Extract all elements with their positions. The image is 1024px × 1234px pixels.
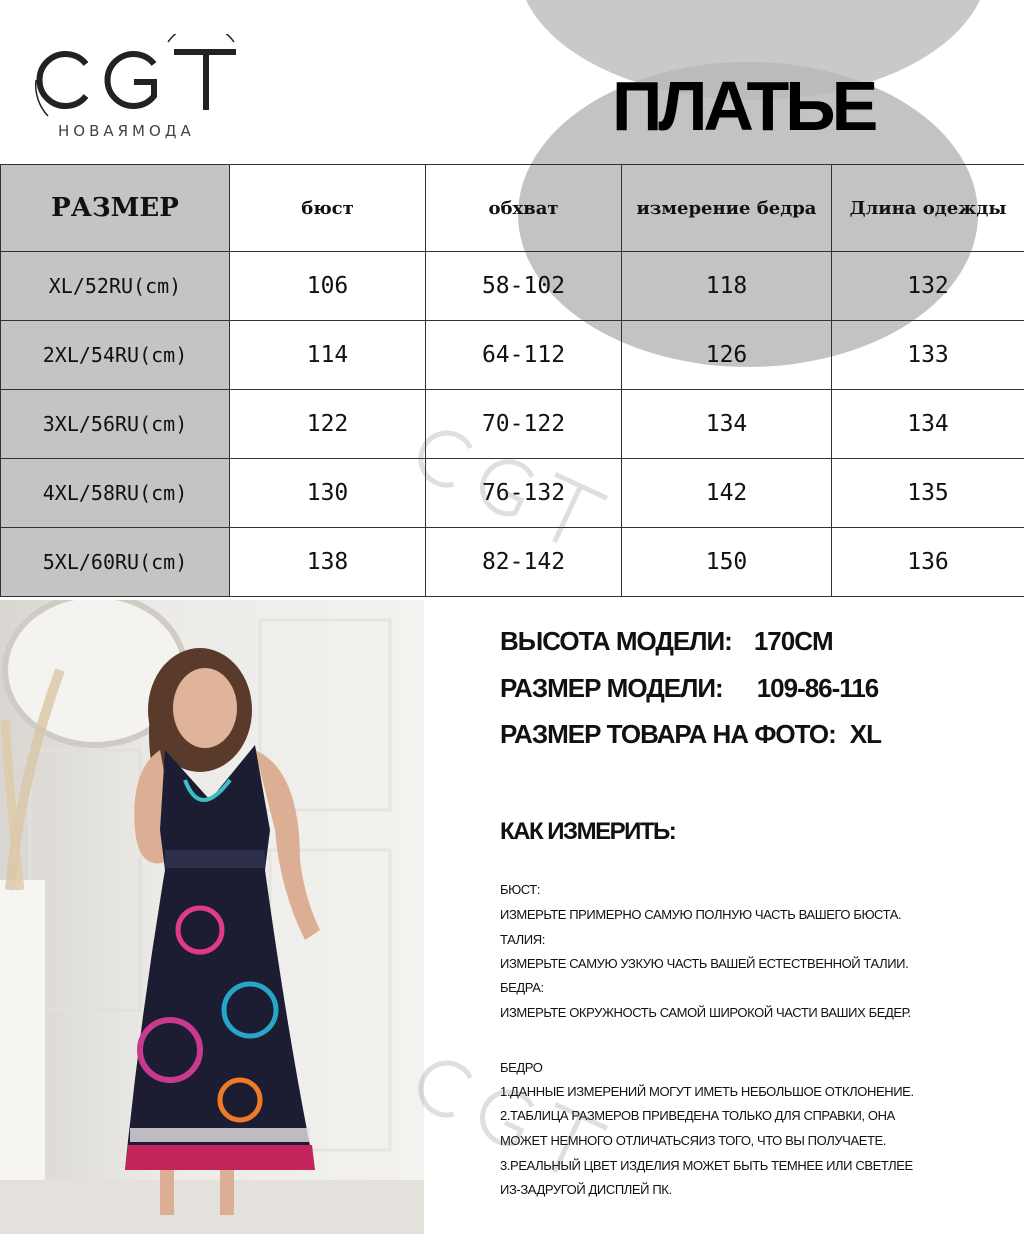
- hips-cell: 118: [622, 252, 832, 321]
- table-header-row: [1, 165, 1024, 252]
- length-cell: 134: [832, 390, 1024, 459]
- length-cell: 132: [832, 252, 1024, 321]
- table-row: [1, 252, 1024, 321]
- waist-cell: 76-132: [426, 459, 622, 528]
- bust-cell: 114: [230, 321, 426, 390]
- bust-cell: 106: [230, 252, 426, 321]
- photo-size-value: XL: [849, 719, 882, 749]
- bust-cell: 138: [230, 528, 426, 597]
- bust-cell: 122: [230, 390, 426, 459]
- model-size-value: 109-86-116: [756, 673, 879, 703]
- header-waist: обхват: [426, 165, 622, 252]
- header-hips: измерение бедра: [622, 165, 832, 252]
- note-2-line-1: 2.ТАБЛИЦА РАЗМЕРОВ ПРИВЕДЕНА ТОЛЬКО ДЛЯ СПРАВКИ, ОНА: [500, 1108, 895, 1123]
- bust-cell: 130: [230, 459, 426, 528]
- model-size-line: [500, 673, 878, 704]
- size-cell: 2XL/54RU(cm): [1, 321, 230, 390]
- model-dress-illustration: [0, 600, 424, 1234]
- hips-cell: 150: [622, 528, 832, 597]
- note-3-line-2: ИЗ-ЗАДРУГОЙ ДИСПЛЕЙ ПК.: [500, 1182, 672, 1197]
- length-cell: 135: [832, 459, 1024, 528]
- watermark-logo: [390, 410, 630, 600]
- photo-size-line: [500, 719, 881, 750]
- hips-cell: 142: [622, 459, 832, 528]
- waist-cell: 70-122: [426, 390, 622, 459]
- hips-text: ИЗМЕРЬТЕ ОКРУЖНОСТЬ САМОЙ ШИРОКОЙ ЧАСТИ ВАШИХ БЕДЕР.: [500, 1005, 911, 1020]
- cgt-logo-mark: [28, 34, 243, 124]
- length-cell: 133: [832, 321, 1024, 390]
- model-height-label: ВЫСОТА МОДЕЛИ:: [500, 626, 732, 656]
- brand-logo: [28, 34, 243, 144]
- waist-text: ИЗМЕРЬТЕ САМУЮ УЗКУЮ ЧАСТЬ ВАШЕЙ ЕСТЕСТВЕННОЙ ТАЛИИ.: [500, 956, 909, 971]
- waist-cell: 64-112: [426, 321, 622, 390]
- hips-cell: 134: [622, 390, 832, 459]
- size-cell: XL/52RU(cm): [1, 252, 230, 321]
- header-length: Длина одежды: [832, 165, 1024, 252]
- size-cell: 3XL/56RU(cm): [1, 390, 230, 459]
- brand-tagline: НОВАЯМОДА: [58, 122, 195, 140]
- model-photo: [0, 600, 424, 1234]
- note-3-line-1: 3.РЕАЛЬНЫЙ ЦВЕТ ИЗДЕЛИЯ МОЖЕТ БЫТЬ ТЕМНЕЕ ИЛИ СВЕТЛЕЕ: [500, 1158, 913, 1173]
- note-2-line-2: МОЖЕТ НЕМНОГО ОТЛИЧАТЬСЯИЗ ТОГО, ЧТО ВЫ ПОЛУЧАЕТЕ.: [500, 1133, 887, 1148]
- waist-label: ТАЛИЯ:: [500, 932, 545, 947]
- notes-label: БЕДРО: [500, 1060, 543, 1075]
- waist-cell: 58-102: [426, 252, 622, 321]
- header-bust: бюст: [230, 165, 426, 252]
- bust-text: ИЗМЕРЬТЕ ПРИМЕРНО САМУЮ ПОЛНУЮ ЧАСТЬ ВАШЕГО БЮСТА.: [500, 907, 902, 922]
- page-title: ПЛАТЬЕ: [612, 67, 875, 145]
- bust-label: БЮСТ:: [500, 882, 541, 897]
- model-size-label: РАЗМЕР МОДЕЛИ:: [500, 673, 723, 703]
- note-1: 1.ДАННЫЕ ИЗМЕРЕНИЙ МОГУТ ИМЕТЬ НЕБОЛЬШОЕ ОТКЛОНЕНИЕ.: [500, 1084, 914, 1099]
- hips-label: БЕДРА:: [500, 980, 544, 995]
- waist-cell: 82-142: [426, 528, 622, 597]
- model-height-value: 170CM: [753, 626, 833, 656]
- table-row: [1, 321, 1024, 390]
- how-to-measure-heading: КАК ИЗМЕРИТЬ:: [500, 818, 676, 845]
- model-height-line: [500, 626, 833, 657]
- size-cell: 4XL/58RU(cm): [1, 459, 230, 528]
- photo-size-label: РАЗМЕР ТОВАРА НА ФОТО:: [500, 719, 836, 749]
- watermark-logo: [390, 1040, 630, 1230]
- length-cell: 136: [832, 528, 1024, 597]
- size-cell: 5XL/60RU(cm): [1, 528, 230, 597]
- header-size: РАЗМЕР: [1, 165, 230, 252]
- hips-cell: 126: [622, 321, 832, 390]
